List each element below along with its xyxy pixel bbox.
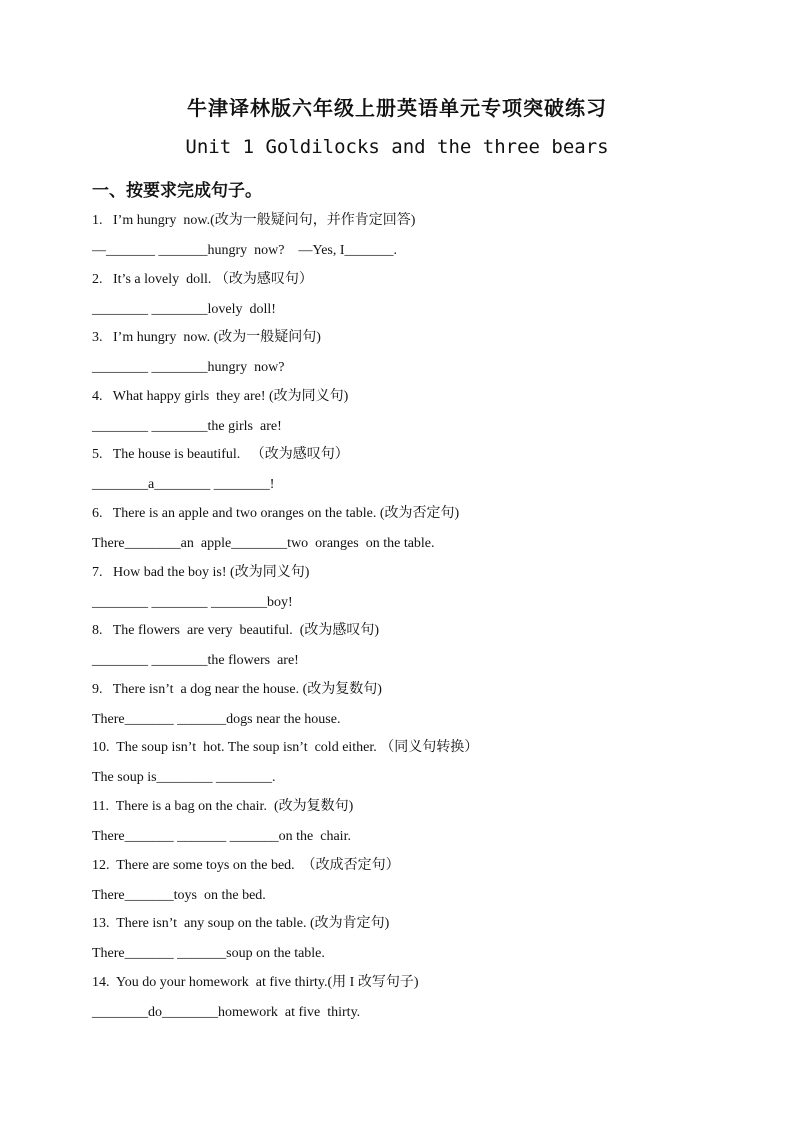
question-6: 6. There is an apple and two oranges on the table. (改为否定句) <box>92 506 460 521</box>
question-8: 8. The flowers are very beautiful. (改为感叹句) <box>92 623 380 639</box>
question-14: 14. You do your homework at five thirty.(用 I 改写句子) <box>92 974 419 990</box>
question-2: 2. It’s a lovely doll. （改为感叹句） <box>92 271 313 287</box>
page-title: 牛津译林版六年级上册英语单元专项突破练习 <box>187 96 607 120</box>
answer-line-4[interactable]: ________ ________the girls are! <box>92 418 282 434</box>
answer-line-3[interactable]: ________ ________hungry now? <box>92 360 285 376</box>
question-3: 3. I’m hungry now. (改为一般疑问句) <box>92 330 321 346</box>
answer-line-13[interactable]: There_______ _______soup on the table. <box>92 946 325 962</box>
answer-line-2[interactable]: ________ ________lovely doll! <box>92 301 276 317</box>
section-heading: 一、按要求完成句子。 <box>92 181 262 201</box>
answer-line-12[interactable]: There_______toys on the bed. <box>92 887 266 903</box>
question-7: 7. How bad the boy is! (改为同义句) <box>92 564 310 580</box>
question-12: 12. There are some toys on the bed. （改成否定句） <box>92 857 400 873</box>
answer-line-6[interactable]: There________an apple________two oranges on the table. <box>92 536 435 551</box>
question-1: 1. I’m hungry now.(改为一般疑问句，并作肯定回答) <box>92 213 416 228</box>
page-subtitle: Unit 1 Goldilocks and the three bears <box>185 136 609 158</box>
question-13: 13. There isn’t any soup on the table. (改为肯定句) <box>92 916 390 932</box>
answer-line-11[interactable]: There_______ _______ _______on the chair. <box>92 829 351 844</box>
answer-line-8[interactable]: ________ ________the flowers are! <box>92 653 299 669</box>
question-5: 5. The house is beautiful. （改为感叹句） <box>92 447 349 463</box>
question-10: 10. The soup isn’t hot. The soup isn’t cold either. （同义句转换） <box>92 740 479 756</box>
answer-line-10[interactable]: The soup is________ ________. <box>92 770 276 786</box>
answer-line-14[interactable]: ________do________homework at five thirty. <box>92 1004 361 1020</box>
answer-line-1[interactable]: —_______ _______hungry now? —Yes, I_______. <box>92 243 398 258</box>
answer-line-5[interactable]: ________a________ ________! <box>92 477 275 493</box>
question-11: 11. There is a bag on the chair. (改为复数句) <box>92 799 354 814</box>
question-4: 4. What happy girls they are! (改为同义句) <box>92 388 349 404</box>
answer-line-7[interactable]: ________ ________ ________boy! <box>92 594 293 610</box>
question-9: 9. There isn’t a dog near the house. (改为复数句) <box>92 681 382 697</box>
answer-line-9[interactable]: There_______ _______dogs near the house. <box>92 711 341 727</box>
